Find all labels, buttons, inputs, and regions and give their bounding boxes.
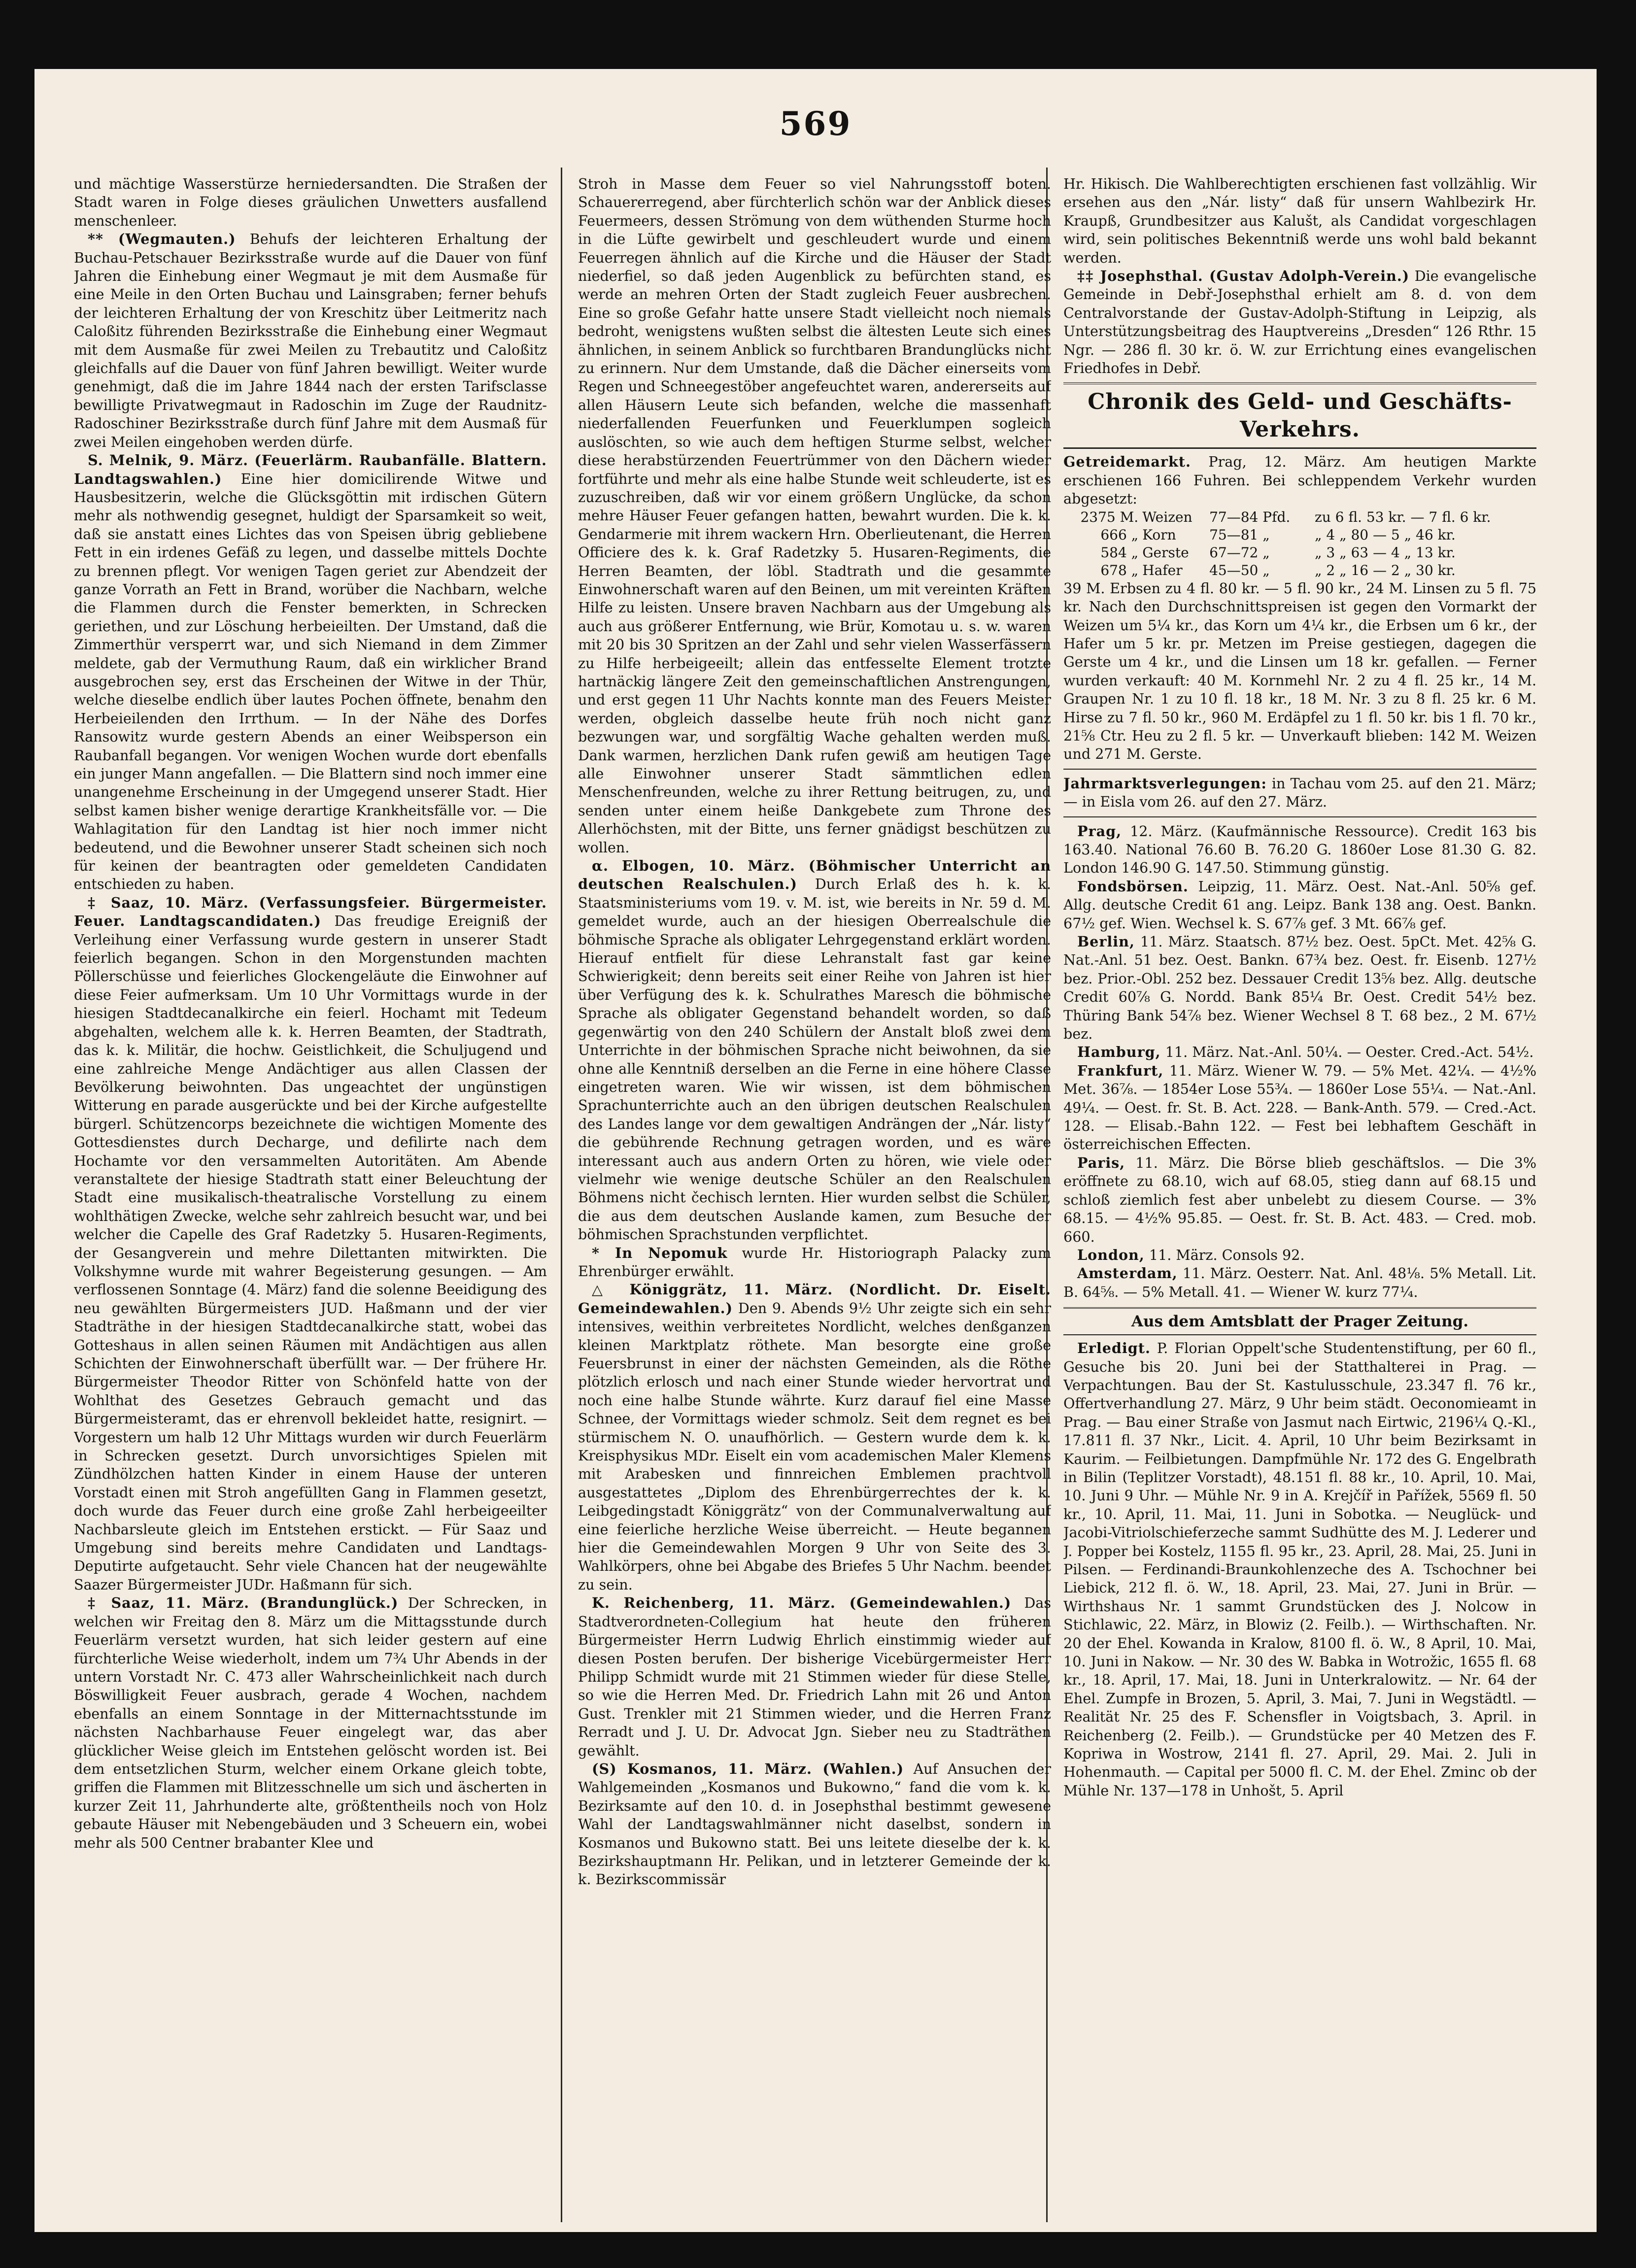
article-paragraph [578, 857, 1051, 1244]
article-text: 11. März. Oesterr. Nat. Anl. 48⅛. 5% Metall. Lit. B. 64⅝. — 5% Metall. 41. — Wiener W. kurz 77¼. [1063, 1265, 1536, 1300]
article-paragraph [74, 1594, 547, 1852]
article-text: 12. März. (Kaufmännische Ressource). Credit 163 bis 163.40. National 76.60 B. 76.20 G. 1860er Lose 81.30 G. 82. London 146.90 G. 147.50. Stimmung günstig. [1063, 822, 1536, 877]
article-paragraph [1063, 822, 1536, 878]
table-row [1063, 544, 1536, 562]
getreidemarkt-intro: Getreidemarkt. Prag, 12. März. Am heutigen Markte erschienen 166 Fuhren. Bei schleppendem Verkehr wurden abgesetzt: [1063, 453, 1536, 508]
table-cell: „ 4 „ 80 — 5 „ 46 kr. [1314, 526, 1456, 543]
article-heading: ‡ Saaz, 10. März. (Verfassungsfeier. Bürgermeister. Feuer. Landtagscandidaten.) [74, 894, 547, 930]
table-cell: „ 2 „ 16 — 2 „ 30 kr. [1314, 562, 1456, 578]
article-text: Stroh in Masse dem Feuer so viel Nahrungsstoff boten. Schauererregend, aber fürchterlich schön war der Anblick dieses Feuermeers, dessen Strömung von dem wüthenden Sturme hoch in die Lüfte gewirbelt und geschleudert wurde und einem Feuerregen ähnlich auf die Kirche und die Häuser der Stadt niederfiel, so daß jeden Augenblick zu befürchten stand, es werde an mehren Orten der Stadt zugleich Feuer ausbrechen. Eine so große Gefahr hatte unsere Stadt vielleicht noch niemals bedroht, wenigstens wußten selbst die ältesten Leute sich eines ähnlichen, in seinem Anblick so furchtbaren Brandunglücks nicht zu erinnern. Nur dem Umstande, daß die Dächer einerseits vom Regen und Schneegestöber angefeuchtet waren, andererseits auf allen Häusern Leute sich befanden, welche die massenhaft niederfallenden Feuerfunken und Feuerklumpen sogleich auslöschten, so wie auch dem heftigen Sturme selbst, welcher diese herabstürzenden Feuertrümmer von den Dächern wieder fortführte und mehr als eine halbe Stunde weit schleuderte, ist es zuzuschreiben, daß wir vor einem größern Unglücke, da schon mehre Häuser Feuer gefangen hatten, bewahrt wurden. Die k. k. Gendarmerie mit ihrem wackern Hrn. Oberlieutenant, die Herren Officiere des k. k. Graf Radetzky 5. Husaren-Regiments, die Herren Beamten, der löbl. Stadtrath und die gesammte Einwohnerschaft waren auf den Beinen, um mit vereinten Kräften Hilfe zu leisten. Unsere braven Nachbarn aus der Umgebung als auch aus größerer Entfernung, wie Brür, Komotau u. s. w. waren mit 20 bis 30 Spritzen an der Zahl und sehr vielen Wasserfässern zu Hilfe herbeigeeilt; allein das entfesselte Element trotzte hartnäckig längere Zeit den gemeinschaftlichen Anstrengungen, und erst gegen 11 Uhr Nachts konnte man des Feuers Meister werden, obgleich dasselbe heute früh noch nicht ganz bezwungen war, und sorgfältig Wache gehalten werden muß. Dank warmen, herzlichen Dank rufen gewiß am heutigen Tage alle Einwohner unserer Stadt sämmtlichen edlen Menschenfreunden, welche zu ihrer Rettung beitrugen, zu, und senden unter einem heiße Dankgebete zum Throne des Allerhöchsten, mit der Bitte, uns ferner gnädigst beschützen zu wollen. [578, 175, 1051, 856]
article-text: Leipzig, 11. März. Oest. Nat.-Anl. 50⅝ gef. Allg. deutsche Credit 61 ang. Leipz. Bank 138 ang. Oest. Bankn. 67½ gef. Wien. Wechsel k. S. 67⅞ gef. 3 Mt. 66⅞ gef. [1063, 878, 1536, 932]
article-paragraph [578, 1760, 1051, 1889]
table-cell: 2375 M. [1080, 508, 1139, 525]
table-cell: zu 6 fl. 53 kr. — 7 fl. 6 kr. [1314, 508, 1491, 525]
exchange-reports [1063, 822, 1536, 1302]
divider [1063, 816, 1536, 817]
getreidemarkt-rest: 39 M. Erbsen zu 4 fl. 80 kr. — 5 fl. 90 kr., 24 M. Linsen zu 5 fl. 75 kr. Nach den Durchschnittspreisen ist gegen den Vormarkt der Weizen um 5¼ kr., das Korn um 4¼ kr., die Erbsen um 6 kr., der Hafer um 5 kr. pr. Metzen im Preise gestiegen, dagegen die Gerste um 4 kr., und die Linsen um 18 kr. gefallen. — Ferner wurden verkauft: 40 M. Kornmehl Nr. 2 zu 4 fl. 25 kr., 14 M. Graupen Nr. 1 zu 10 fl. 18 kr., 18 M. Nr. 3 zu 8 fl. 25 kr. 6 M. Hirse zu 7 fl. 50 kr., 960 M. Erdäpfel zu 1 fl. 50 kr. bis 1 fl. 70 kr., 21⅝ Ctr. Heu zu 2 fl. 5 kr. — Unverkauft blieben: 142 M. Weizen und 271 M. Gerste. [1063, 579, 1536, 763]
article-text: Die evangelische Gemeinde in Debř-Josephsthal erhielt am 8. d. von dem Centralvorstande der Gustav-Adolph-Stiftung in Leipzig, als Unterstützungsbeitrag des Hauptvereins „Dresden“ 126 Rthr. 15 Ngr. — 286 fl. 30 kr. ö. W. zur Errichtung eines evangelischen Friedhofes in Debř. [1063, 268, 1536, 377]
column-2 [578, 175, 1051, 2222]
article-heading: △ Königgrätz, 11. März. (Nordlicht. Dr. Eiselt. Gemeindewahlen.) [578, 1281, 1051, 1317]
article-heading: K. Reichenberg, 11. März. (Gemeindewahlen.) [592, 1594, 1012, 1612]
table-cell: 77—84 Pfd. [1209, 508, 1291, 525]
table-row [1063, 508, 1536, 526]
article-text: Der Schrecken, in welchen wir Freitag den 8. März um die Mittagsstunde durch Feuerlärm versetzt wurden, hat sich leider gestern auf eine fürchterliche Weise wiederholt, indem um 7¾ Uhr Abends in der untern Vorstadt Nr. C. 473 aller Wahrscheinlichkeit nach durch Böswilligkeit Feuer ausbrach, gerade 4 Wochen, nachdem ebenfalls an einem Sonntage in der Mitternachtsstunde im nächsten Nachbarhause Feuer eingelegt war, das aber glücklicher Weise gleich im Entstehen gelöscht worden ist. Bei dem entsetzlichen Sturm, welcher einem Orkane gleich tobte, griffen die Flammen mit Blitzesschnelle um sich und äscherten in kurzer Zeit 11, Jahrhunderte alte, größtentheils noch von Holz gebaute Häuser mit Nebengebäuden und 3 Scheuern ein, wobei mehr als 500 Centner brabanter Klee und [74, 1594, 547, 1851]
article-text: Den 9. Abends 9½ Uhr zeigte sich ein sehr intensives, weithin verbreitetes Nordlicht, welches denßganzen kleinen Marktplatz röthete. Man besorgte eine große Feuersbrunst in einer der nächsten Gemeinden, als die Röthe plötzlich erlosch und nach einer Stunde wieder hervortrat und noch eine halbe Stunde währte. Kurz darauf fiel eine Masse Schnee, der Vormittags wieder schmolz. Seit dem regnet es bei stürmischem N. O. unaufhörlich. — Gestern wurde dem k. k. Kreisphysikus MDr. Eiselt ein vom academischen Maler Klemens mit Arabesken und finnreichen Emblemen prachtvoll ausgestattetes „Diplom des Ehrenbürgerrechtes der k. k. Leibgedingstadt Königgrätz“ von der Communalverwaltung auf eine feierliche herzliche Weise überreicht. — Heute begannen hier die Gemeindewahlen Morgen 9 Uhr von Seite des 3. Wahlkörpers, ohne bei Abgabe des Briefes 5 Uhr Nachm. beendet zu sein. [578, 1299, 1051, 1593]
article-text: Behufs der leichteren Erhaltung der Buchau-Petschauer Bezirksstraße wurde auf die Dauer von fünf Jahren die Einhebung einer Wegmaut je mit dem Ausmaße für eine Meile in den Orten Buchau und Lainsgraben; ferner behufs der leichteren Erhaltung der von Kreschitz über Leitmeritz nach Caloßitz führenden Bezirksstraße die Einhebung einer Wegmaut mit dem Ausmaße für zwei Meilen zu Trebautitz und Caloßitz gleichfalls auf die Dauer von fünf Jahren bewilligt. Weiter wurde genehmigt, daß die im Jahre 1844 nach der ersten Tarifsclasse bewilligte Privatwegmaut in Radoschin im Zuge der Raudnitz-Radoschiner Bezirksstraße durch fünf Jahre mit dem Ausmaß für zwei Meilen eingehoben werden dürfe. [74, 231, 547, 450]
article-paragraph [1063, 267, 1536, 377]
article-paragraph [578, 1281, 1051, 1594]
article-text: 11. März. Consols 92. [1144, 1246, 1305, 1263]
article-paragraph [578, 1244, 1051, 1281]
table-cell: Weizen [1142, 508, 1193, 525]
table-cell: „ 3 „ 63 — 4 „ 13 kr. [1314, 544, 1456, 561]
article-paragraph [1063, 1043, 1536, 1061]
article-text: Eine hier domicilirende Witwe und Hausbesitzerin, welche die Glücksgöttin mit irdischen Gütern mehr als nothwendig gesegnet, huldigt der Sparsamkeit so weit, daß sie anstatt eines Lichtes das von Speisen übrig gebliebene Fett in ein irdenes Gefäß zu legen, und dasselbe mittels Dochte zu brennen pflegt. Vor wenigen Tagen geriet zur Abendzeit der ganze Vorrath an Fett in Brand, worüber die Nachbarn, welche die Flammen durch die Fenster bemerkten, in Schrecken geriethen, und zur Löschung herbeieilten. Der Umstand, daß die Zimmerthür versperrt war, und sich Niemand in dem Zimmer meldete, gab der Vermuthung Raum, daß ein wirklicher Brand ausgebrochen sey, erst das Erscheinen der Witwe in der Thür, welche dieselbe endlich über lautes Pochen öffnete, benahm den Herbeieilenden den Irrthum. — In der Nähe des Dorfes Ransowitz wurde gestern Abends an einer Weibsperson ein Raubanfall begangen. Vor wenigen Wochen wurde dort ebenfalls ein junger Mann angefallen. — Die Blattern sind noch immer eine unangenehme Erscheinung in der Umgegend unserer Stadt. Hier selbst kamen bisher wenige derartige Krankheitsfälle vor. — Die Wahlagitation für den Landtag ist hier noch immer nicht bedeutend, und die Bewohner unserer Stadt scheinen sich noch für keinen der beantragten oder gemeldeten Candidaten entschieden zu haben. [74, 470, 547, 893]
page-number: 569 [779, 104, 852, 143]
grain-market-table [1063, 508, 1536, 579]
article-paragraph [74, 451, 547, 894]
article-paragraph [1063, 933, 1536, 1043]
article-heading: * In Nepomuk [592, 1244, 728, 1261]
column-rule [561, 168, 562, 2222]
column-1 [74, 175, 547, 2222]
article-paragraph [1063, 1339, 1536, 1800]
article-heading: ‡‡ Josephsthal. (Gustav Adolph-Verein.) [1077, 268, 1410, 285]
article-paragraph [74, 894, 547, 1594]
article-heading: Berlin, [1077, 933, 1135, 950]
divider [1063, 769, 1536, 770]
article-text: 11. März. Wiener W. 79. — 5% Met. 42¼. — 4½% Met. 36⅞. — 1854er Lose 55¾. — 1860er Lose 55¼. — Nat.-Anl. 49¼. — Oest. fr. St. B. Act. 228. — Bank-Anth. 579. — Cred.-Act. 128. — Elisab.-Bahn 122. — Fest bei lebhaftem Geschäft in österreichischen Effecten. [1063, 1062, 1536, 1153]
article-heading: ** (Wegmauten.) [88, 231, 236, 248]
article-heading: Frankfurt, [1077, 1062, 1164, 1079]
article-paragraph [578, 1594, 1051, 1760]
table-cell: Gerste [1142, 544, 1189, 561]
table-cell: 67—72 „ [1209, 544, 1270, 561]
article-paragraph [1063, 1062, 1536, 1154]
article-text: 11. März. Nat.-Anl. 50¼. — Oester. Cred.-Act. 54½. [1160, 1044, 1534, 1061]
section-title-chronik: Chronik des Geld- und Geschäfts-Verkehrs. [1063, 382, 1536, 449]
column-3-intro [1063, 175, 1536, 377]
article-heading: Erledigt. [1077, 1340, 1151, 1357]
article-text: Das Stadtverordneten-Collegium hat heute den früheren Bürgermeister Herrn Ludwig Ehrlich einstimmig wieder auf diesen Posten berufen. Der bisherige Vicebürgermeister Herr Philipp Schmidt wurde mit 21 Stimmen wieder für diese Stelle, so wie die Herren Med. Dr. Friedrich Lahn mit 26 und Anton Gust. Trenkler mit 21 Stimmen wieder, und die Herren Franz Rerradt und J. U. Dr. Advocat Jgn. Sieber neu zu Stadträthen gewählt. [578, 1594, 1051, 1759]
newspaper-page [34, 69, 1597, 2232]
article-paragraph [1063, 1264, 1536, 1301]
article-paragraph [74, 175, 547, 230]
table-row [1063, 562, 1536, 579]
article-paragraph [578, 175, 1051, 857]
article-heading: Amsterdam, [1077, 1265, 1178, 1282]
table-cell: Hafer [1142, 562, 1183, 578]
table-cell: 75—81 „ [1209, 526, 1270, 543]
article-heading: S. Melnik, 9. März. (Feuerlärm. Raubanfälle. Blattern. Landtagswahlen.) [74, 452, 547, 487]
table-cell: 666 „ [1100, 526, 1139, 543]
article-paragraph [1063, 878, 1536, 933]
article-text: Durch Erlaß des h. k. k. Staatsministeriums vom 19. v. M. ist, wie bereits in Nr. 59 d. M. gemeldet wurde, auch an der hiesigen Oberrealschule die böhmische Sprache als obligater Lehrgegenstand erklärt worden. Hierauf entfielt für diese Lehranstalt fast gar keine Schwierigkeit; denn bereits seit einer Reihe von Jahren ist hier über Verfügung des k. k. Schulrathes Maresch die böhmische Sprache als obligater Gegenstand behandelt worden, so daß gegenwärtig von den 240 Schülern der Anstalt bloß zwei dem Unterrichte in der böhmischen Sprache nicht beiwohnen, da sie ohne alle Kenntniß derselben an die Ferne in eine höhere Classe eingetreten waren. Wie wir wissen, ist dem böhmischen Sprachunterrichte auch an den übrigen deutschen Realschulen des Landes lange vor dem gewaltigen Andrängen der „Nár. listy“ die gebührende Rechnung getragen worden, und es wäre interessant auch aus andern Orten zu hören, wie viele oder vielmehr wie wenige deutsche Schüler an den Realschulen Böhmens nicht čechisch lernten. Hier wurden selbst die Schüler, die aus dem deutschen Auslande kamen, zum Besuche der böhmischen Sprachstunden verpflichtet. [578, 876, 1051, 1243]
table-cell: 584 „ [1100, 544, 1139, 561]
article-heading: Paris, [1077, 1154, 1125, 1171]
section-title-amtsblatt: Aus dem Amtsblatt der Prager Zeitung. [1063, 1307, 1536, 1335]
amtsblatt-notices [1063, 1339, 1536, 1800]
article-heading: Fondsbörsen. [1077, 878, 1189, 895]
article-text: 11. März. Staatsch. 87½ bez. Oest. 5pCt. Met. 42⅝ G. Nat.-Anl. 51 bez. Oest. Bankn. 67¾ bez. Oest. fr. Eisenb. 127½ bez. Prior.-Obl. 252 bez. Dessauer Credit 13⅝ bez. Allg. deutsche Credit 60⅞ G. Nordd. Bank 85¼ Br. Oest. Credit 54½ bez. Thüring Bank 54⅞ bez. Wiener Wechsel 8 T. 68 bez., 2 M. 67½ bez. [1063, 933, 1536, 1043]
article-text: wurde Hr. Historiograph Palacky zum Ehrenbürger erwählt. [578, 1244, 1051, 1280]
article-text: Das freudige Ereigniß der Verleihung einer Verfassung wurde gestern in unserer Stadt feierlich begangen. Schon in den Morgenstunden machten Pöllerschüsse und feierliches Glockengeläute die Einwohner auf diese Feier aufmerksam. Um 10 Uhr Vormittags wurde in der hiesigen Stadtdecanalkirche ein feierl. Hochamt mit Tedeum abgehalten, welchem alle k. k. Herren Beamten, der Stadtrath, das k. k. Militär, die hochw. Geistlichkeit, die Schuljugend und eine zahlreiche Menge Andächtiger aus allen Classen der Bevölkerung beiwohnten. Das ungeachtet der ungünstigen Witterung en parade ausgerückte und bei der Kirche aufgestellte bürgerl. Schützencorps bezeichnete die wichtigen Momente des Gottesdienstes durch Decharge, und defilirte nach dem Hochamte vor den versammelten Autoritäten. Am Abende veranstaltete der hiesige Stadtrath statt einer Beleuchtung der Stadt eine musikalisch-theatralische Vorstellung zu einem wohlthätigen Zwecke, welche sehr zahlreich besucht war, und bei welcher die Capelle des Graf Radetzky 5. Husaren-Regiments, der Gesangverein und mehre Dilettanten mitwirkten. Die Volkshymne wurde mit wahrer Begeisterung gesungen. — Am verflossenen Sonntage (4. März) fand die solenne Beeidigung des neu gewählten Bürgermeisters JUD. Haßmann und der vier Stadträthe in der hiesigen Stadtdecanalkirche statt, wobei das Gotteshaus in allen seinen Räumen mit Andächtigen aus allen Schichten der Einwohnerschaft überfüllt war. — Der frühere Hr. Bürgermeister Theodor Ritter von Schönfeld hatte von der Wohlthat des Gesetzes Gebrauch gemacht und das Bürgermeisteramt, das er ehrenvoll bekleidet hatte, resignirt. — Vorgestern um halb 12 Uhr Mittags wurden wir durch Feuerlärm in Schrecken gesetzt. Durch unvorsichtiges Spielen mit Zündhölzchen hatten Kinder in einem Hause der unteren Vorstadt einen mit Stroh angefüllten Gang in Flammen gesetzt, doch wurde das Feuer durch eine große Zahl herbeigeeilter Nachbarsleute gleich im Entstehen erstickt. — Für Saaz und Umgebung sind bereits mehre Candidaten und Landtags-Deputirte aufgetaucht. Sehr viele Chancen hat der neugewählte Saazer Bürgermeister JUDr. Haßmann für sich. [74, 913, 547, 1593]
article-text: P. Florian Oppelt'sche Studentenstiftung, per 60 fl., Gesuche bis 20. Juni bei der Statthalterei in Prag. — Verpachtungen. Bau der St. Kastulusschule, 23.347 fl. 76 kr., Offertverhandlung 27. März, 9 Uhr beim städt. Oeconomieamt in Prag. — Bau einer Straße von Jasmut nach Eirtwic, 2196¼ Q.-Kl., 17.811 fl. 37 Nkr., Licit. 4. April, 10 Uhr beim Bezirksamt in Kaurim. — Feilbietungen. Dampfmühle Nr. 172 des G. Engelbrath in Bilin (Teplitzer Vorstadt), 48.151 fl. 88 kr., 10. April, 10. Mai, 10. Juni 9 Uhr. — Mühle Nr. 9 in A. Krejčíř in Pařížek, 5569 fl. 50 kr., 10. April, 11. Mai, 11. Juni in Sobotka. — Neuglück- und Jacobi-Vitriolschieferzeche sammt Sudhütte des M. J. Lederer und J. Popper bei Kostelz, 1155 fl. 95 kr., 23. April, 28. Mai, 25. Juni in Pilsen. — Ferdinandi-Braunkohlenzeche des A. Tschochner bei Liebick, 212 fl. ö. W., 18. April, 23. Mai, 27. Juni in Brür. — Wirthshaus Nr. 1 sammt Grundstücken des J. Nolcow in Stichlawic, 22. März, in Blowiz (2. Feilb.). — Wirthschaften. Nr. 20 der Ehel. Kowanda in Kralow, 8100 fl. ö. W., 8 April, 10. Mai, 10. Juni in Nakow. — Nr. 30 des W. Babka in Wotrožic, 1655 fl. 68 kr., 18. April, 17. Mai, 18. Juni in Unterkralowitz. — Nr. 64 der Ehel. Zumpfe in Brozen, 5. April, 3. Mai, 7. Juni in Wegstädtl. — Realität Nr. 25 des F. Schensfler in Voigtsbach, 3. April. in Reichenberg (2. Feilb.). — Grundstücke per 40 Metzen des F. Kopriwa in Wostrow, 2141 fl. 27. April, 29. Mai. 2. Juli in Hohenmauth. — Capital per 5000 fl. C. M. der Ehel. Zminc ob der Mühle Nr. 137—178 in Unhošt, 5. April [1063, 1340, 1536, 1799]
article-paragraph [1063, 1246, 1536, 1264]
article-heading: ‡ Saaz, 11. März. (Brandunglück.) [88, 1594, 399, 1612]
jahrmarkt-notice: Jahrmarktsverlegungen: in Tachau vom 25. auf den 21. März; — in Eisla vom 26. auf den 27. März. [1063, 775, 1536, 811]
article-paragraph [1063, 175, 1536, 267]
table-cell: 45—50 „ [1209, 562, 1270, 578]
article-heading: London, [1077, 1246, 1145, 1263]
table-row [1063, 526, 1536, 544]
table-cell: Korn [1142, 526, 1176, 543]
article-paragraph [1063, 1154, 1536, 1246]
column-3 [1063, 175, 1536, 2222]
article-text: 11. März. Die Börse blieb geschäftslos. — Die 3% eröffnete zu 68.10, wich auf 68.05, stieg dann auf 68.15 und schloß ziemlich fest aber unbelebt zu diesem Course. — 3% 68.15. — 4½% 95.85. — Oest. fr. St. B. Act. 483. — Cred. mob. 660. [1063, 1154, 1536, 1245]
article-heading: Hamburg, [1077, 1044, 1161, 1061]
article-heading: (S) Kosmanos, 11. März. (Wahlen.) [592, 1760, 904, 1777]
article-text: und mächtige Wasserstürze herniedersandten. Die Straßen der Stadt waren in Folge dieses gräulichen Unwetters ausfallend menschenleer. [74, 175, 547, 229]
article-paragraph [74, 230, 547, 451]
article-text: Hr. Hikisch. Die Wahlberechtigten erschienen fast vollzählig. Wir ersehen aus den „Nár. listy“ daß für unsern Wahlbezirk Hr. Kraupß, Grundbesitzer aus Kalušt, als Candidat vorgeschlagen wird, sein politisches Bekenntniß werde uns wohl bald bekannt werden. [1063, 175, 1536, 266]
article-heading: Prag, [1077, 822, 1122, 840]
table-cell: 678 „ [1100, 562, 1139, 578]
article-text: Auf Ansuchen der Wahlgemeinden „Kosmanos und Bukowno,“ fand die vom k. k. Bezirksamte auf den 10. d. in Josephsthal bestimmt gewesene Wahl der Landtagswahlmänner nicht daselbst, sondern in Kosmanos und Bukowno statt. Bei uns leitete dieselbe der k. k. Bezirkshauptmann Hr. Pelikan, und in letzterer Gemeinde der k. k. Bezirkscommissär [578, 1760, 1051, 1888]
article-heading: α. Elbogen, 10. März. (Böhmischer Unterricht an deutschen Realschulen.) [578, 857, 1051, 893]
